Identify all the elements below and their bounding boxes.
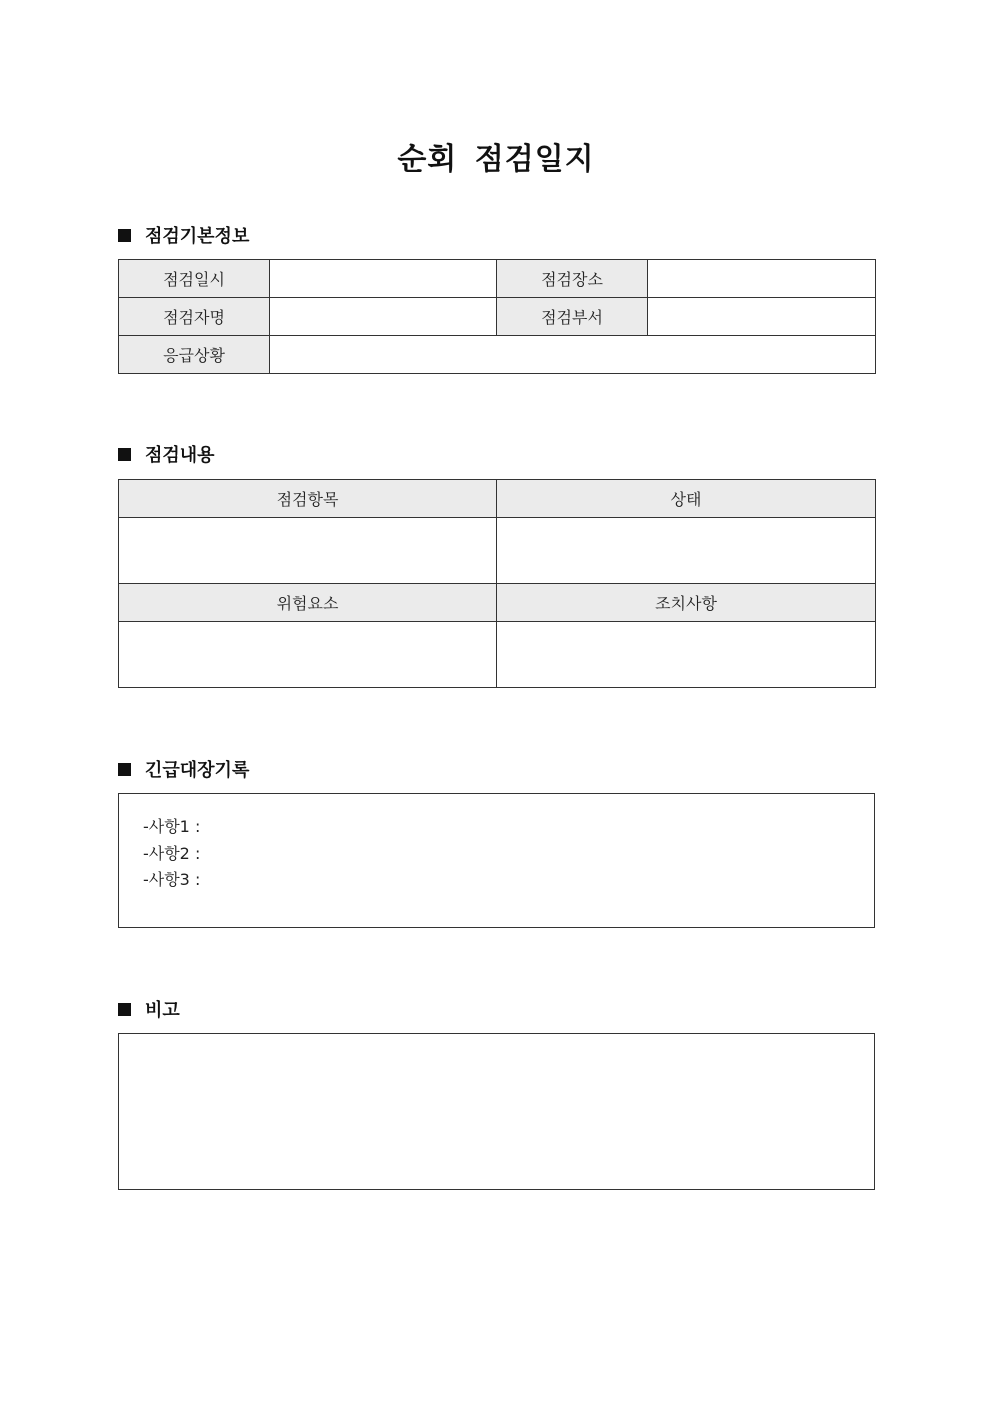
status-field[interactable]	[497, 518, 876, 584]
section-heading-emergency-log	[118, 756, 249, 782]
content-table	[118, 479, 876, 688]
date-field[interactable]	[270, 260, 497, 298]
item-field[interactable]	[119, 518, 497, 584]
table-row	[119, 480, 876, 518]
remarks-box[interactable]	[118, 1033, 875, 1190]
section-heading-remarks	[118, 996, 180, 1022]
place-label: 점검장소	[497, 260, 648, 298]
basic-info-table	[118, 259, 876, 374]
emergency-label: 응급상황	[119, 336, 270, 374]
table-row	[119, 622, 876, 688]
inspector-field[interactable]	[270, 298, 497, 336]
place-field[interactable]	[648, 260, 876, 298]
section-heading-label: 점검내용	[145, 445, 215, 466]
status-header: 상태	[497, 480, 876, 518]
page-title: 순회 점검일지	[397, 142, 595, 177]
action-header: 조치사항	[497, 584, 876, 622]
section-heading-label: 비고	[145, 1000, 180, 1021]
section-heading-content	[118, 441, 215, 467]
table-row	[119, 518, 876, 584]
emergency-field[interactable]	[270, 336, 876, 374]
table-row	[119, 260, 876, 298]
risk-header: 위험요소	[119, 584, 497, 622]
square-bullet-icon	[118, 763, 131, 776]
table-row	[119, 584, 876, 622]
square-bullet-icon	[118, 1003, 131, 1016]
square-bullet-icon	[118, 448, 131, 461]
department-label: 점검부서	[497, 298, 648, 336]
emergency-log-line: -사항1 :	[143, 817, 201, 836]
emergency-log-box[interactable]	[118, 793, 875, 928]
section-heading-label: 긴급대장기록	[145, 760, 250, 781]
item-header: 점검항목	[119, 480, 497, 518]
date-label: 점검일시	[119, 260, 270, 298]
action-field[interactable]	[497, 622, 876, 688]
risk-field[interactable]	[119, 622, 497, 688]
emergency-log-line: -사항2 :	[143, 843, 201, 863]
table-row	[119, 298, 876, 336]
table-row	[119, 336, 876, 374]
square-bullet-icon	[118, 229, 131, 242]
section-heading-basic-info	[118, 222, 249, 248]
inspector-label: 점검자명	[119, 298, 270, 336]
emergency-log-line: -사항3 :	[143, 870, 201, 889]
section-heading-label: 점검기본정보	[145, 226, 250, 247]
department-field[interactable]	[648, 298, 876, 336]
